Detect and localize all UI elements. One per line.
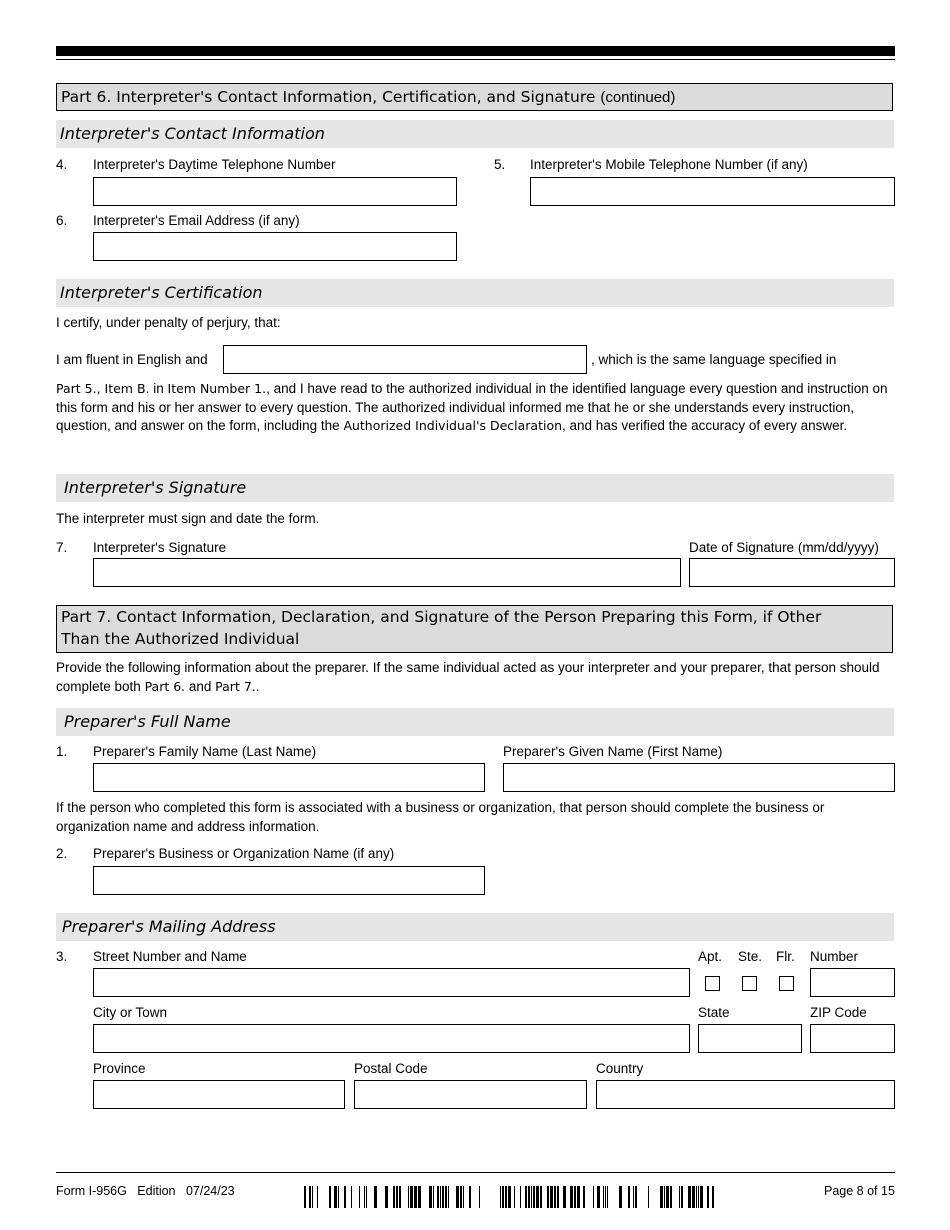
certification-text xyxy=(56,380,896,436)
country-label: Country xyxy=(596,1061,644,1076)
preparer-intro-and: and xyxy=(653,660,677,675)
interpreter-contact-heading: Interpreter's Contact Information xyxy=(56,120,894,148)
zip-label: ZIP Code xyxy=(810,1005,867,1020)
mobile-phone-input[interactable] xyxy=(530,177,895,206)
fluent-suffix: , which is the same language specified in xyxy=(591,352,837,367)
page-number: Page 8 of 15 xyxy=(824,1184,895,1198)
part6-title: Part 6. Interpreter's Contact Information, Certification, and Signature xyxy=(61,88,596,106)
daytime-phone-input[interactable] xyxy=(93,177,457,206)
cert-ref-item1: Item Number 1. xyxy=(167,381,267,396)
zip-input[interactable] xyxy=(810,1024,895,1053)
interpreter-certification-heading: Interpreter's Certification xyxy=(56,279,894,307)
flr-label: Flr. xyxy=(776,949,795,964)
flr-checkbox[interactable] xyxy=(779,976,794,991)
country-input[interactable] xyxy=(596,1080,895,1109)
part7-title-line1: Part 7. Contact Information, Declaration, and Signature of the Person Preparing this Form, if Other xyxy=(61,608,822,626)
cert-ref-part5: Part 5., Item B. xyxy=(56,381,150,396)
signature-date-input[interactable] xyxy=(689,558,895,587)
family-name-input[interactable] xyxy=(93,763,485,792)
item-number-2: 2. xyxy=(56,846,68,861)
item-number-5: 5. xyxy=(494,157,506,172)
item-number-7: 7. xyxy=(56,540,68,555)
preparer-intro: Provide the following information about the preparer. If the same individual acted as your interpreter and your preparer, that person should complete both Part 6. and Part 7.. xyxy=(56,660,880,694)
province-label: Province xyxy=(93,1061,146,1076)
interpreter-signature-heading: Interpreter's Signature xyxy=(56,474,894,502)
barcode-image xyxy=(304,1186,714,1208)
top-thin-rule xyxy=(56,59,895,60)
province-input[interactable] xyxy=(93,1080,345,1109)
cert-text-2: , and I have read to the authorized individual in the identified language every question and instruction on this form and his or her answer to every question. The authorized individual informed me that he or she understands every instruction, question, and answer on the form, including the xyxy=(56,381,888,433)
street-label: Street Number and Name xyxy=(93,949,247,964)
footer-form-number: Form I-956G xyxy=(56,1184,127,1198)
footer-edition-label: Edition xyxy=(137,1184,176,1198)
signature-date-label: Date of Signature (mm/dd/yyyy) xyxy=(689,540,879,555)
part6-header xyxy=(56,83,893,111)
preparer-intro-1: Provide the following information about the preparer. If the same individual acted as your interpreter xyxy=(56,660,654,675)
item-number-3: 3. xyxy=(56,949,68,964)
ste-checkbox[interactable] xyxy=(742,976,757,991)
signature-intro: The interpreter must sign and date the form. xyxy=(56,511,320,526)
state-select[interactable] xyxy=(698,1024,802,1053)
cert-text-1: in xyxy=(149,381,168,396)
city-label: City or Town xyxy=(93,1005,168,1020)
part7-title-line2: Than the Authorized Individual xyxy=(61,630,300,648)
city-input[interactable] xyxy=(93,1024,690,1053)
postal-code-input[interactable] xyxy=(354,1080,587,1109)
cert-ref-declaration: Authorized Individual's Declaration xyxy=(343,418,563,433)
preparer-ref-part6: Part 6. xyxy=(144,678,186,694)
footer-form-id xyxy=(56,1184,235,1198)
item-number-6: 6. xyxy=(56,213,68,228)
street-input[interactable] xyxy=(93,968,690,997)
footer-edition-date: 07/24/23 xyxy=(185,1184,235,1198)
part7-header xyxy=(56,605,893,653)
email-input[interactable] xyxy=(93,232,457,261)
footer-rule xyxy=(56,1172,895,1173)
top-thick-rule xyxy=(56,46,895,56)
preparer-intro-2: your preparer, that person should complete both xyxy=(56,660,880,694)
ste-label: Ste. xyxy=(738,949,763,964)
state-label: State xyxy=(698,1005,730,1020)
cert-intro: I certify, under penalty of perjury, that: xyxy=(56,315,281,330)
given-name-input[interactable] xyxy=(503,763,895,792)
language-input[interactable] xyxy=(223,345,587,374)
item-number-4: 4. xyxy=(56,157,68,172)
interpreter-signature-label: Interpreter's Signature xyxy=(93,540,227,555)
item-number-1: 1. xyxy=(56,744,68,759)
cert-text-3: , and has verified the accuracy of every answer. xyxy=(562,418,848,433)
mobile-phone-label: Interpreter's Mobile Telephone Number (if any) xyxy=(530,157,808,172)
preparer-ref-part7: Part 7. xyxy=(215,678,256,694)
preparer-mailing-address-heading: Preparer's Mailing Address xyxy=(56,913,894,941)
preparer-intro-3: and xyxy=(185,678,216,694)
daytime-phone-label: Interpreter's Daytime Telephone Number xyxy=(93,157,336,172)
business-note: If the person who completed this form is associated with a business or organization, that person should complete the business or organization name and address information. xyxy=(56,800,825,834)
postal-code-label: Postal Code xyxy=(354,1061,428,1076)
unit-number-input[interactable] xyxy=(810,968,895,997)
unit-number-label: Number xyxy=(810,949,859,964)
fluent-prefix: I am fluent in English and xyxy=(56,352,208,367)
business-name-label: Preparer's Business or Organization Name (if any) xyxy=(93,846,395,861)
preparer-full-name-heading: Preparer's Full Name xyxy=(56,708,894,736)
family-name-label: Preparer's Family Name (Last Name) xyxy=(93,744,317,759)
email-label: Interpreter's Email Address (if any) xyxy=(93,213,300,228)
apt-checkbox[interactable] xyxy=(705,976,720,991)
business-name-input[interactable] xyxy=(93,866,485,895)
interpreter-signature-input[interactable] xyxy=(93,558,681,587)
part6-continued: (continued) xyxy=(600,89,676,106)
given-name-label: Preparer's Given Name (First Name) xyxy=(503,744,723,759)
apt-label: Apt. xyxy=(698,949,723,964)
